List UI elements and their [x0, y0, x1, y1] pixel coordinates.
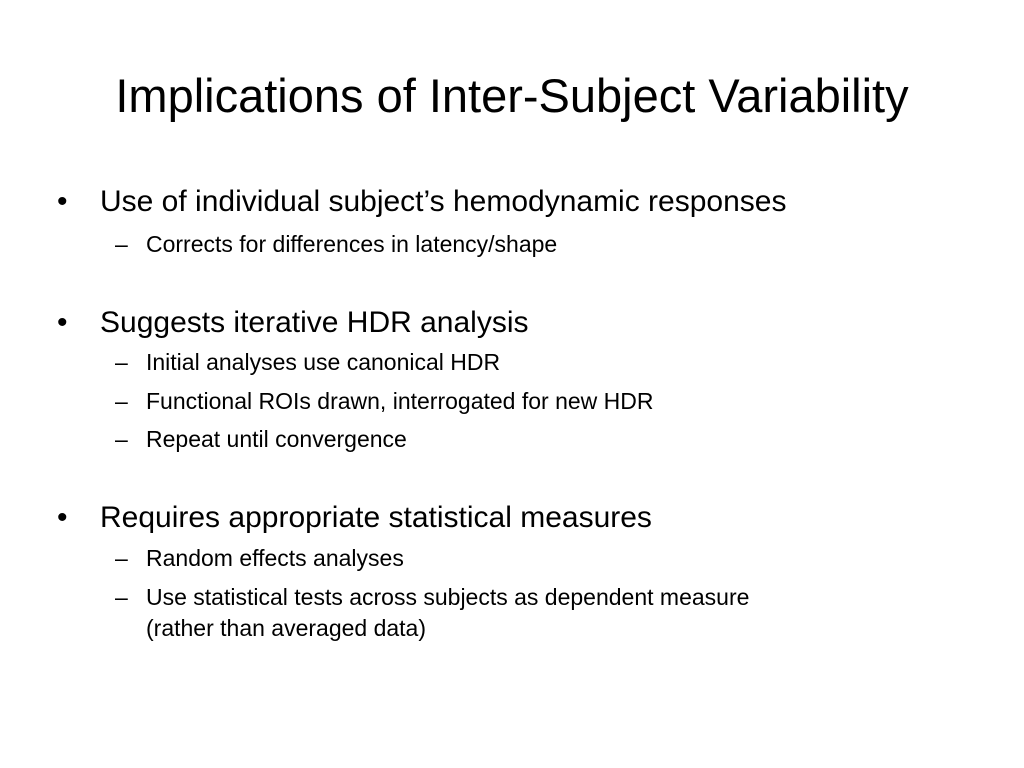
sub-text: Random effects analyses	[146, 545, 404, 571]
bullet-text: Requires appropriate statistical measures	[100, 501, 652, 534]
bullet-text: Suggests iterative HDR analysis	[100, 306, 529, 339]
sub-mark: –	[115, 545, 128, 571]
sub-text: Corrects for differences in latency/shape	[146, 231, 558, 257]
sub-text: (rather than averaged data)	[146, 615, 427, 641]
sub-text: Initial analyses use canonical HDR	[146, 349, 501, 375]
bullet-text: Use of individual subject’s hemodynamic responses	[100, 185, 787, 218]
sub-text: Repeat until convergence	[146, 426, 407, 452]
sub-mark: –	[115, 388, 128, 414]
bullet-mark: •	[57, 306, 68, 339]
sub-text: Functional ROIs drawn, interrogated for new HDR	[146, 388, 654, 414]
bullet-mark: •	[57, 501, 68, 534]
sub-mark: –	[115, 231, 128, 257]
sub-text: Use statistical tests across subjects as dependent measure	[146, 584, 750, 610]
sub-mark: –	[115, 426, 128, 452]
sub-mark: –	[115, 349, 128, 375]
sub-mark: –	[115, 584, 128, 610]
slide-title: Implications of Inter-Subject Variability	[115, 69, 909, 122]
bullet-mark: •	[57, 185, 68, 218]
